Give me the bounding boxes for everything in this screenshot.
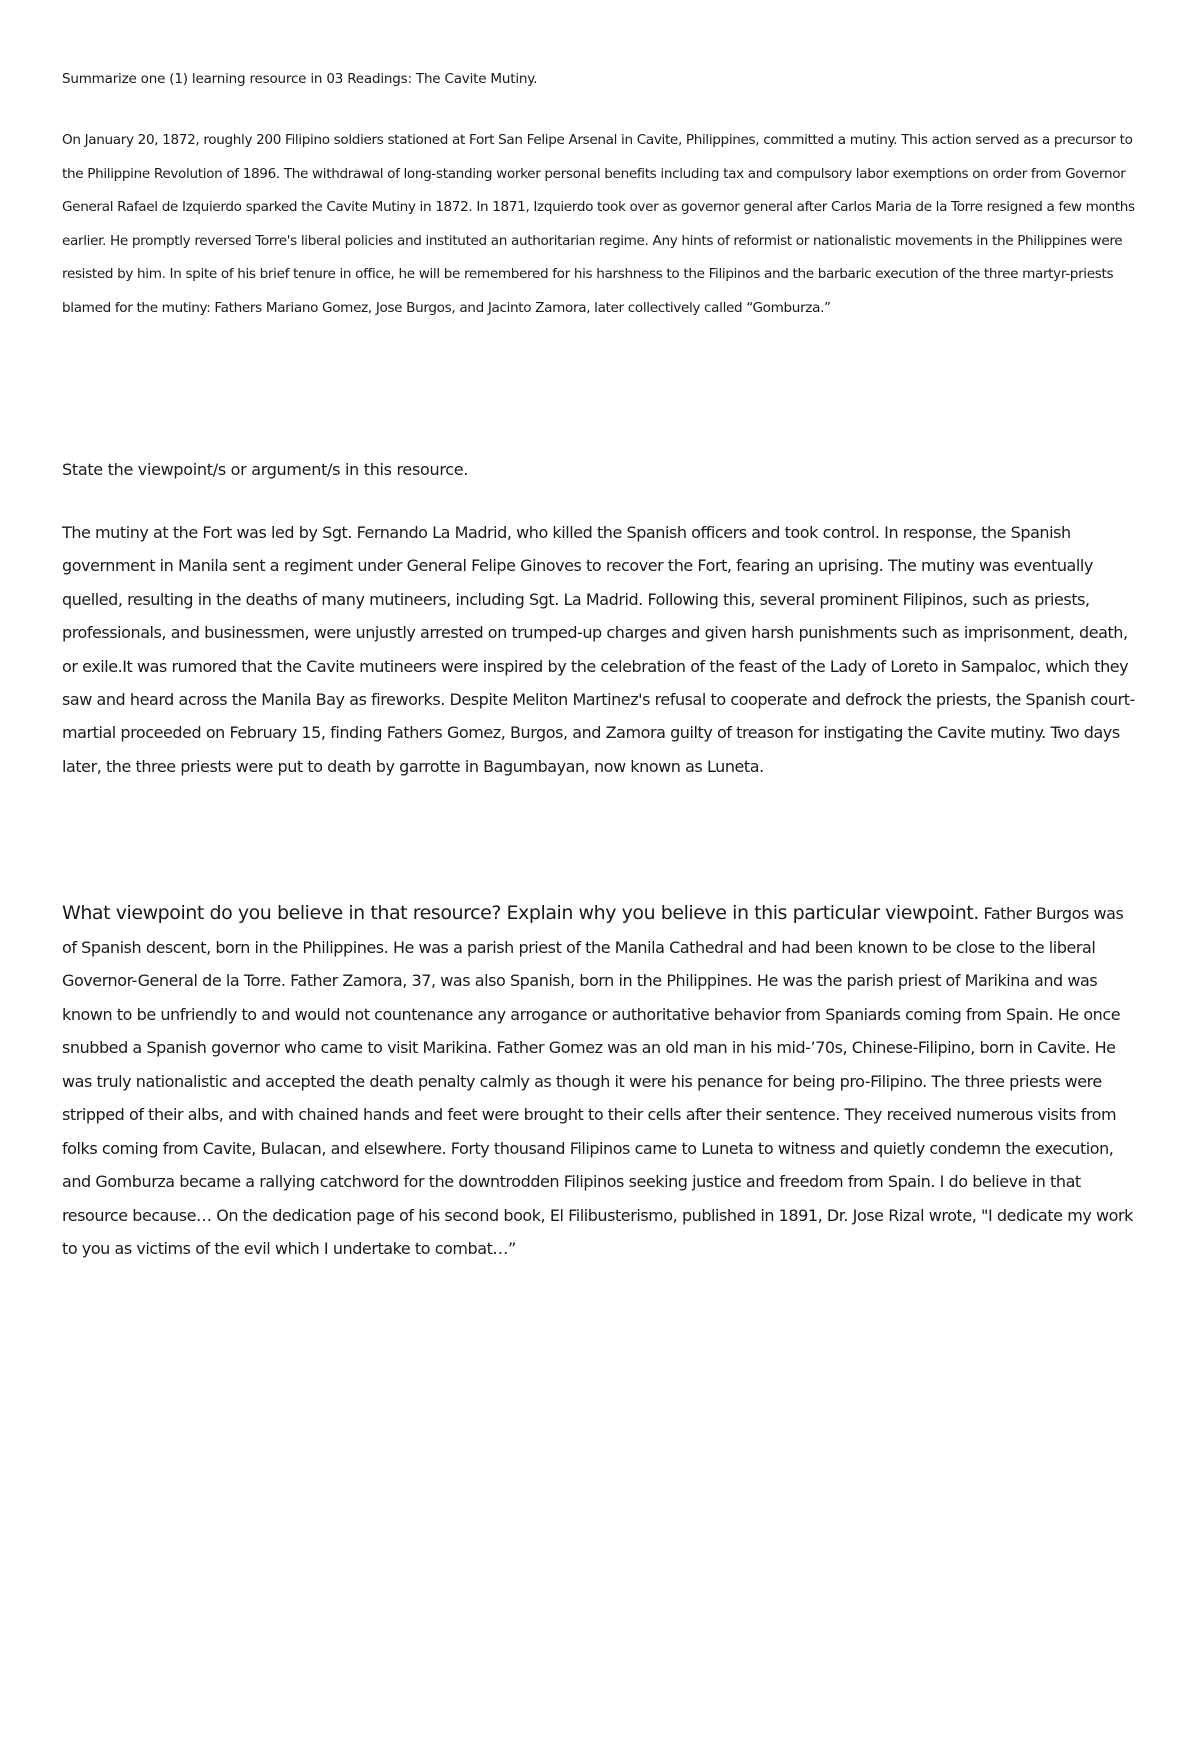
answer-2: The mutiny at the Fort was led by Sgt. Fernando La Madrid, who killed the Spanish officers and took control. In response, the Spanish government in Manila sent a regiment under General Felipe Ginoves to recover the Fort, fearing an uprising. The mutiny was eventually quelled, resulting in the deaths of many mutineers, including Sgt. La Madrid. Following this, several prominent Filipinos, such as priests, professionals, and businessmen, were unjustly arrested on trumped-up charges and given harsh punishments such as imprisonment, death, or exile.It was rumored that the Cavite mutineers were inspired by the celebration of the feast of the Lady of Loreto in Sampaloc, which they saw and heard across the Manila Bay as fireworks. Despite Meliton Martinez's refusal to cooperate and defrock the priests, the Spanish court-martial proceeded on February 15, finding Fathers Gomez, Burgos, and Zamora guilty of treason for instigating the Cavite mutiny. Two days later, the three priests were put to death by garrotte in Bagumbayan, now known as Luneta.: [62, 523, 1135, 776]
answer-1: On January 20, 1872, roughly 200 Filipino soldiers stationed at Fort San Felipe Arsenal in Cavite, Philippines, committed a mutiny. This action served as a precursor to the Philippine Revolution of 1896. The withdrawal of long-standing worker personal benefits including tax and compulsory labor exemptions on order from Governor General Rafael de Izquierdo sparked the Cavite Mutiny in 1872. In 1871, Izquierdo took over as governor general after Carlos Maria de la Torre resigned a few months earlier. He promptly reversed Torre's liberal policies and instituted an authoritarian regime. Any hints of reformist or nationalistic movements in the Philippines were resisted by him. In spite of his brief tenure in office, he will be remembered for his harshness to the Filipinos and the barbaric execution of the three martyr-priests blamed for the mutiny: Fathers Mariano Gomez, Jose Burgos, and Jacinto Zamora, later collectively called “Gomburza.”: [62, 132, 1135, 316]
question-2: State the viewpoint/s or argument/s in this resource.: [62, 460, 469, 479]
question-3: What viewpoint do you believe in that resource? Explain why you believe in this particular viewpoint.: [62, 902, 979, 924]
question-1: Summarize one (1) learning resource in 03 Readings: The Cavite Mutiny.: [62, 71, 538, 87]
question-3-paragraph: [62, 897, 1142, 1266]
answer-3: Father Burgos was of Spanish descent, born in the Philippines. He was a parish priest of the Manila Cathedral and had been known to be close to the liberal Governor-General de la Torre. Father Zamora, 37, was also Spanish, born in the Philippines. He was the parish priest of Marikina and was known to be unfriendly to and would not countenance any arrogance or authoritative behavior from Spaniards coming from Spain. He once snubbed a Spanish governor who came to visit Marikina. Father Gomez was an old man in his mid-’70s, Chinese-Filipino, born in Cavite. He was truly nationalistic and accepted the death penalty calmly as though it were his penance for being pro-Filipino. The three priests were stripped of their albs, and with chained hands and feet were brought to their cells after their sentence. They received numerous visits from folks coming from Cavite, Bulacan, and elsewhere. Forty thousand Filipinos came to Luneta to witness and quietly condemn the execution, and Gomburza became a rallying catchword for the downtrodden Filipinos seeking justice and freedom from Spain. I do believe in that resource because… On the dedication page of his second book, El Filibusterismo, published in 1891, Dr. Jose Rizal wrote, "I dedicate my work to you as victims of the evil which I undertake to combat…”: [62, 904, 1133, 1258]
